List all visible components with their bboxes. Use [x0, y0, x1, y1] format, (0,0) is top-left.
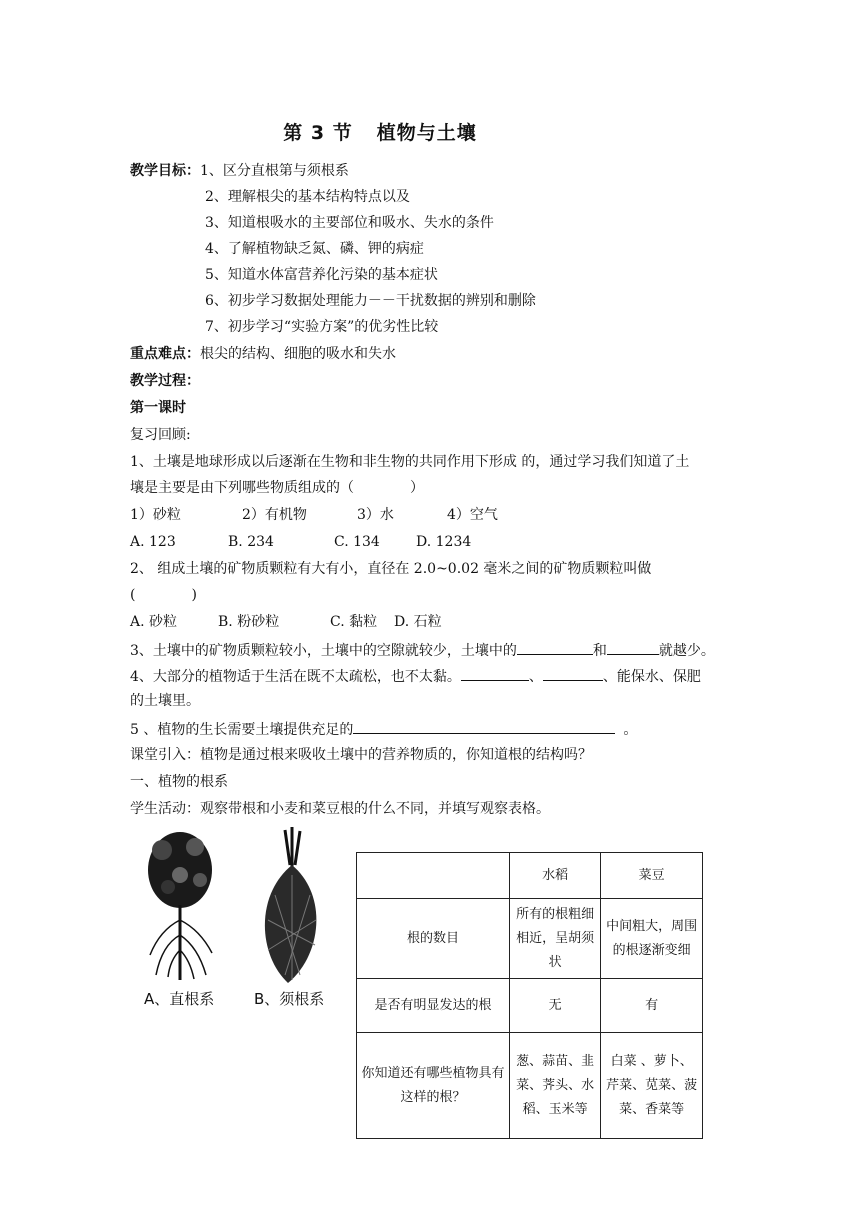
table-header-row — [357, 853, 703, 899]
q1-items — [130, 506, 498, 524]
q5-text: 5 、植物的生长需要土壤提供充足的 — [130, 722, 354, 738]
table-header-cell — [357, 853, 510, 899]
observation-table — [356, 852, 703, 1139]
q1-item: 1）砂粒 — [130, 507, 181, 523]
q1-text-line2: 壤是主要是由下列哪些物质组成的（ ） — [130, 480, 424, 496]
table-cell: 有 — [601, 979, 703, 1033]
table-row — [357, 979, 703, 1033]
q1-text-line1: 1、土壤是地球形成以后逐渐在生物和非生物的共同作用下形成 的，通过学习我们知道了土 — [130, 454, 690, 470]
q3-text: 和 — [592, 643, 607, 659]
goal-item: 7、初步学习“实验方案”的优劣性比较 — [205, 319, 439, 335]
q1-option: B. 234 — [228, 534, 274, 550]
goal-row-1 — [130, 162, 349, 180]
table-header-cell: 水稻 — [509, 853, 600, 899]
q5-text: 。 — [623, 722, 638, 738]
table-cell: 无 — [509, 979, 600, 1033]
root-illustration — [140, 825, 340, 985]
lesson-label: 第一课时 — [130, 400, 186, 416]
q1-option: C. 134 — [334, 534, 380, 550]
q2-option: D. 石粒 — [394, 614, 442, 630]
q5-line — [130, 719, 637, 739]
table-cell: 所有的根粗细相近，呈胡须状 — [509, 899, 600, 979]
q3-blank[interactable] — [517, 640, 593, 655]
q4-line — [130, 666, 701, 686]
q1-item: 4）空气 — [447, 507, 498, 523]
table-cell: 白菜 、萝卜、芹菜、苋菜、菠菜、香菜等 — [601, 1033, 703, 1139]
taproot-caption: A、直根系 — [144, 990, 215, 1008]
goal-item: 2、理解根尖的基本结构特点以及 — [205, 189, 410, 205]
goal-item: 5、知道水体富营养化污染的基本症状 — [205, 267, 438, 283]
q3-line — [130, 640, 715, 660]
q2-text-line1: 2、 组成土壤的矿物质颗粒有大有小，直径在 2.0~0.02 毫米之间的矿物质颗粒叫做 — [130, 561, 652, 577]
table-row — [357, 1033, 703, 1139]
goals-label: 教学目标： — [130, 163, 200, 179]
taproot-plant-image — [148, 832, 212, 980]
table-cell: 中间粗大，周围的根逐渐变细 — [601, 899, 703, 979]
q4-text: 4、大部分的植物适于生活在既不太疏松，也不太黏。 — [130, 669, 461, 685]
page-title — [0, 118, 760, 145]
q4-text: 、能保水、保肥 — [602, 669, 701, 685]
keypoints-row — [130, 345, 396, 363]
q3-text: 3、土壤中的矿物质颗粒较小，土壤中的空隙就较少，土壤中的 — [130, 643, 517, 659]
table-row-label: 你知道还有哪些植物具有这样的根？ — [357, 1033, 510, 1139]
table-row-label: 是否有明显发达的根 — [357, 979, 510, 1033]
q4-blank[interactable] — [461, 666, 529, 681]
goal-item: 1、区分直根第与须根系 — [200, 163, 349, 179]
table-cell: 葱、蒜苗、韭菜、荠头、水稻、玉米等 — [509, 1033, 600, 1139]
q1-item: 3）水 — [357, 507, 394, 523]
q2-option: A. 砂粒 — [130, 614, 178, 630]
goal-item: 6、初步学习数据处理能力－－干扰数据的辨别和删除 — [205, 293, 536, 309]
keypoints-label: 重点难点： — [130, 346, 200, 362]
section-number: 第 3 节 — [283, 122, 353, 144]
review-label: 复习回顾: — [130, 427, 191, 443]
q1-option: D. 1234 — [416, 534, 472, 550]
table-header-cell: 菜豆 — [601, 853, 703, 899]
q4-blank[interactable] — [543, 666, 603, 681]
section-topic: 植物与土壤 — [376, 122, 477, 144]
q2-options — [130, 613, 442, 631]
q1-options — [130, 533, 471, 551]
q4-text: 、 — [528, 669, 543, 685]
keypoints-text: 根尖的结构、细胞的吸水和失水 — [200, 346, 396, 362]
fibrous-root-plant-image — [265, 827, 317, 983]
q5-blank[interactable] — [353, 719, 615, 734]
process-label: 教学过程： — [130, 373, 200, 389]
q3-blank[interactable] — [607, 640, 659, 655]
q2-option: C. 黏粒 — [330, 614, 378, 630]
goal-item: 3、知道根吸水的主要部位和吸水、失水的条件 — [205, 215, 494, 231]
fibrous-root-caption: B、须根系 — [254, 990, 325, 1008]
goal-item: 4、了解植物缺乏氮、磷、钾的病症 — [205, 241, 424, 257]
q1-item: 2）有机物 — [242, 507, 307, 523]
q1-option: A. 123 — [130, 534, 176, 550]
section-heading: 一、植物的根系 — [130, 774, 228, 790]
q4-line2: 的土壤里。 — [130, 693, 200, 709]
root-system-figure — [140, 825, 340, 1015]
table-row-label: 根的数目 — [357, 899, 510, 979]
class-intro: 课堂引入：植物是通过根来吸收土壤中的营养物质的，你知道根的结构吗？ — [130, 747, 592, 763]
table-row — [357, 899, 703, 979]
q2-option: B. 粉砂粒 — [218, 614, 280, 630]
q3-text: 就越少。 — [658, 643, 715, 659]
student-activity: 学生活动：观察带根和小麦和菜豆根的什么不同，并填写观察表格。 — [130, 801, 550, 817]
q2-text-line2: ( ) — [130, 587, 197, 603]
